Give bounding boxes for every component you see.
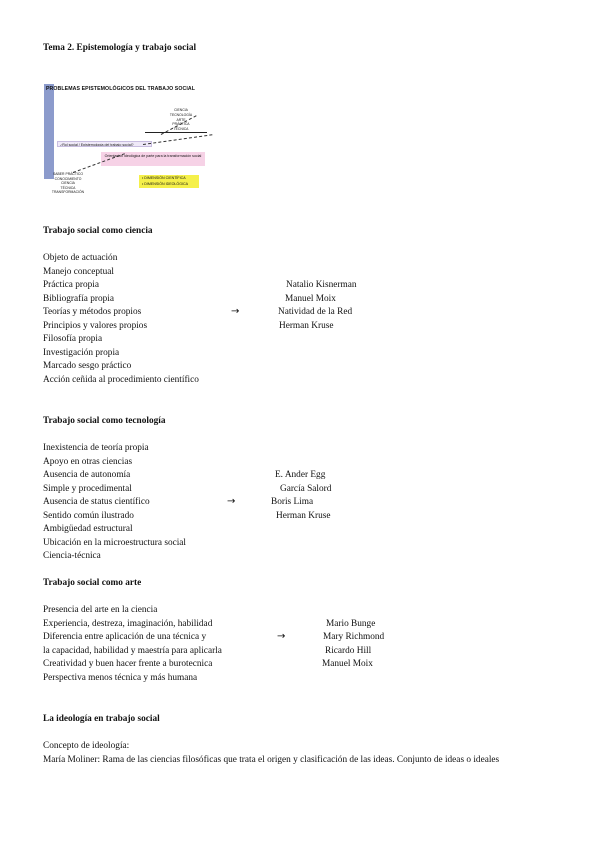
diagram-yellow-item: • DIMENSIÓN IDEOLÓGICA (142, 181, 188, 186)
ciencia-item: Investigación propia (43, 347, 120, 358)
arte-item: Diferencia entre aplicación de una técnica y (43, 632, 207, 642)
ciencia-item: Práctica propia (43, 280, 100, 290)
arrow-right-icon: → (231, 306, 240, 317)
tecnologia-item: Sentido común ilustrado (43, 510, 134, 521)
author-name: Boris Lima (271, 497, 314, 507)
arte-item: Creatividad y buen hacer frente a burotecnica (43, 659, 213, 669)
diagram-bottom-list (43, 172, 93, 195)
arte-item: Presencia del arte en la ciencia (43, 605, 158, 615)
tecnologia-item: Ambigüedad estructural (43, 524, 133, 534)
diagram-title: PROBLEMAS EPISTEMOLÓGICOS DEL TRABAJO SOCIAL (46, 86, 195, 92)
author-name: Herman Kruse (276, 510, 331, 521)
diagram-list-item: PRÁCTICA (172, 122, 190, 127)
tecnologia-item: Ausencia de autonomía (43, 470, 131, 480)
diagram-list (151, 108, 211, 132)
arte-item: Perspectiva menos técnica y más humana (43, 672, 198, 683)
arrow-right-icon: → (277, 631, 286, 642)
tecnologia-item: Ausencia de status científico (43, 497, 150, 507)
ciencia-item: Principios y valores propios (43, 320, 148, 331)
diagram-list-item: ARTE (176, 117, 186, 122)
page-title: Tema 2. Epistemología y trabajo social (43, 43, 197, 53)
diagram-divider (145, 132, 207, 133)
author-name: Ricardo Hill (325, 645, 372, 656)
section-heading-arte: Trabajo social como arte (43, 578, 142, 588)
ciencia-item: Filosofía propia (43, 334, 103, 344)
ciencia-item: Marcado sesgo práctico (43, 361, 132, 371)
epistemology-diagram (43, 80, 213, 205)
arte-item: la capacidad, habilidad y maestría para aplicarla (43, 645, 222, 656)
ciencia-item: Manejo conceptual (43, 266, 114, 277)
diagram-list-item: CIENCIA (174, 108, 188, 112)
tecnologia-item: Simple y procedimental (43, 483, 132, 494)
author-name: Manuel Moix (322, 659, 373, 669)
author-name: E. Ander Egg (275, 470, 326, 480)
ideologia-line: María Moliner: Rama de las ciencias filosóficas que trata el origen y clasificación de las ideas. Conjunto de ideas o ideales (43, 754, 500, 765)
diagram-dashed-line (143, 134, 212, 145)
diagram-bottom-item: CONOCIMIENTO (54, 176, 82, 181)
diagram-bottom-item: SABER PRÁCTICO (53, 172, 83, 176)
diagram-bottom-item: TRANSFORMACIÓN (51, 190, 85, 195)
author-name: Manuel Moix (285, 293, 336, 304)
author-name: Natalio Kisnerman (286, 280, 357, 290)
arrow-right-icon: → (227, 496, 236, 507)
ideologia-line: Concepto de ideología: (43, 741, 130, 751)
section-heading-ideologia: La ideología en trabajo social (43, 714, 160, 724)
section-heading-tecnologia: Trabajo social como tecnología (43, 416, 166, 426)
diagram-list-item: TÉCNICA (173, 127, 189, 132)
section-heading-ciencia: Trabajo social como ciencia (43, 226, 153, 236)
diagram-list-item: TECNOLOGÍA (169, 112, 193, 117)
tecnologia-item: Ubicación en la microestructura social (43, 537, 187, 548)
author-name: García Salord (280, 483, 332, 494)
diagram-side-bar (44, 84, 54, 179)
ciencia-item: Objeto de actuación (43, 253, 118, 263)
author-name: Mario Bunge (326, 618, 376, 629)
tecnologia-item: Apoyo en otras ciencias (43, 456, 133, 467)
ciencia-item: Teorías y métodos propios (43, 307, 142, 317)
arte-item: Experiencia, destreza, imaginación, habilidad (43, 618, 213, 629)
diagram-yellow-item: • DIMENSIÓN CIENTÍFICA (142, 176, 186, 180)
ciencia-item: Acción ceñida al procedimiento científico (43, 374, 199, 385)
author-name: Herman Kruse (279, 320, 334, 331)
diagram-bottom-item: TÉCNICA (60, 185, 76, 190)
diagram-bottom-item: CIENCIA (61, 181, 75, 186)
ciencia-item: Bibliografía propia (43, 293, 114, 304)
author-name: Mary Richmond (323, 632, 385, 642)
diagram-yellow-box (139, 175, 199, 188)
tecnologia-item: Ciencia-técnica (43, 551, 101, 561)
author-name: Natividad de la Red (278, 307, 353, 317)
tecnologia-item: Inexistencia de teoría propia (43, 443, 149, 453)
diagram-lilac-box: ¿Rol social / Epistemología del trabajo social? (57, 141, 152, 147)
diagram-pink-box: Orientación ideológica de parte para la transformación social (101, 152, 205, 166)
